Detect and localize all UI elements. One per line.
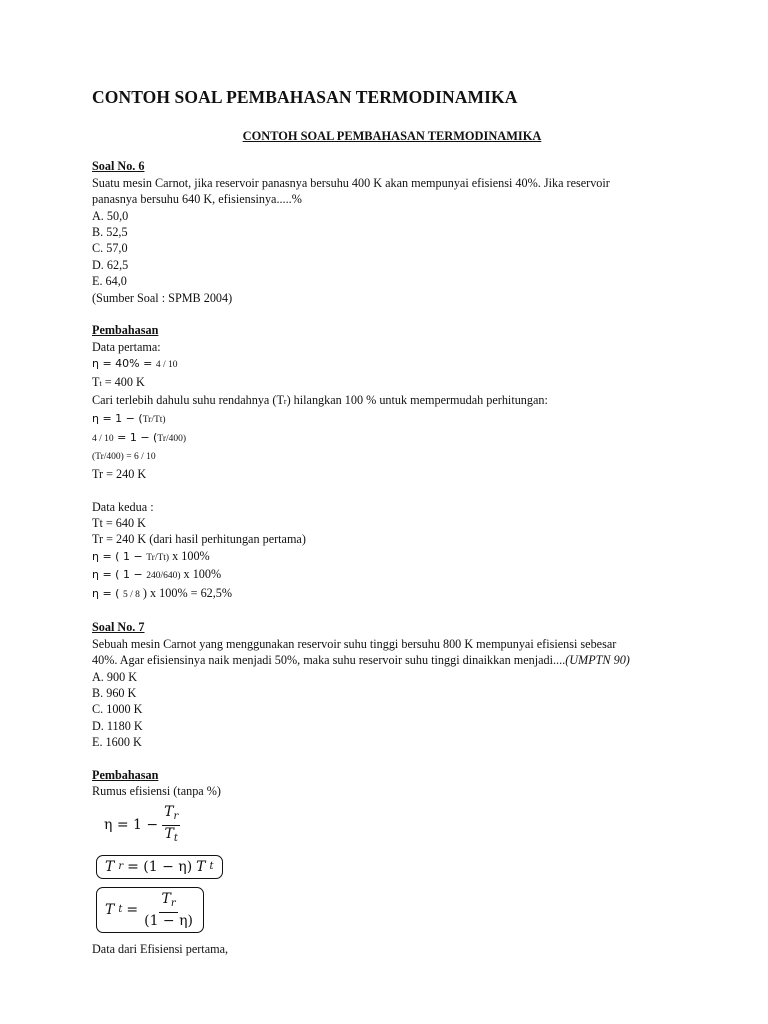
step-3: (Tr/400) = 6 / 10 (92, 452, 156, 463)
question-7-option: D. 1180 K (92, 718, 143, 733)
question-7-option: C. 1000 K (92, 702, 143, 717)
tr-formula-box: T r = (1 − η) T t (96, 855, 223, 879)
question-7-text-line-1: Sebuah mesin Carnot yang menggunakan reservoir suhu tinggi bersuhu 800 K mempunyai efisiensi sebesar (92, 636, 617, 651)
step-1: η = 1 − (Tr/Tt) (92, 412, 166, 426)
question-6-source: (Sumber Soal : SPMB 2004) (92, 290, 233, 305)
question-6-option: C. 57,0 (92, 241, 128, 256)
solution-7-heading: Pembahasan (92, 767, 159, 782)
tt-second: Tt = 640 K (92, 515, 146, 530)
eta-step-3: η = ( 5 / 8 ) x 100% = 62,5% (92, 585, 233, 600)
tt-formula-box: T t = $\frac{T_r}{(1 - \eta)}$ (96, 887, 204, 933)
question-6-heading: Soal No. 6 (92, 159, 145, 174)
question-7-text-line-2: 40%. Agar efisiensinya naik menjadi 50%, maka suhu reservoir suhu tinggi dinaikkan menjadi....(UMPTN 90) (92, 653, 630, 668)
question-7-option: E. 1600 K (92, 735, 142, 750)
question-6-option: D. 62,5 (92, 257, 129, 272)
formula-label: Rumus efisiensi (tanpa %) (92, 784, 221, 799)
question-6-option: E. 64,0 (92, 274, 127, 289)
tr-result: Tr = 240 K (92, 466, 147, 481)
find-tr-instruction: Cari terlebih dahulu suhu rendahnya (Tr) hilangkan 100 % untuk mempermudah perhitungan: (92, 393, 548, 408)
eta-step-2: η = ( 1 − 240/640) x 100% (92, 567, 222, 582)
eta-given: η = 40% = 4 / 10 (92, 357, 178, 371)
data-second-label: Data kedua : (92, 499, 154, 514)
document-page (92, 86, 692, 958)
solution-6-heading: Pembahasan (92, 323, 159, 338)
section-title: CONTOH SOAL PEMBAHASAN TERMODINAMIKA (242, 129, 542, 143)
question-6-text-line-2: panasnya bersuhu 640 K, efisiensinya.....% (92, 192, 302, 207)
efficiency-formula: η = 1 − $\frac{T_r}{T_t}$ (104, 803, 179, 844)
tt-given: Tt = 400 K (92, 374, 145, 389)
step-2: 4 / 10 = 1 − (Tr/400) (92, 430, 187, 444)
eta-step-1: η = ( 1 − Tr/Tt) x 100% (92, 548, 210, 563)
page-title: CONTOH SOAL PEMBAHASAN TERMODINAMIKA (92, 87, 518, 107)
question-6-text-line-1: Suatu mesin Carnot, jika reservoir panasnya bersuhu 400 K akan mempunyai efisiensi 40%. Jika reservoir (92, 175, 610, 190)
question-6-option: A. 50,0 (92, 208, 129, 223)
closing-text: Data dari Efisiensi pertama, (92, 942, 229, 957)
question-7-option: B. 960 K (92, 685, 137, 700)
question-6-option: B. 52,5 (92, 225, 128, 240)
tr-second: Tr = 240 K (dari hasil perhitungan pertama) (92, 532, 306, 547)
data-first-label: Data pertama: (92, 339, 161, 354)
question-7-heading: Soal No. 7 (92, 620, 145, 635)
question-7-option: A. 900 K (92, 669, 138, 684)
